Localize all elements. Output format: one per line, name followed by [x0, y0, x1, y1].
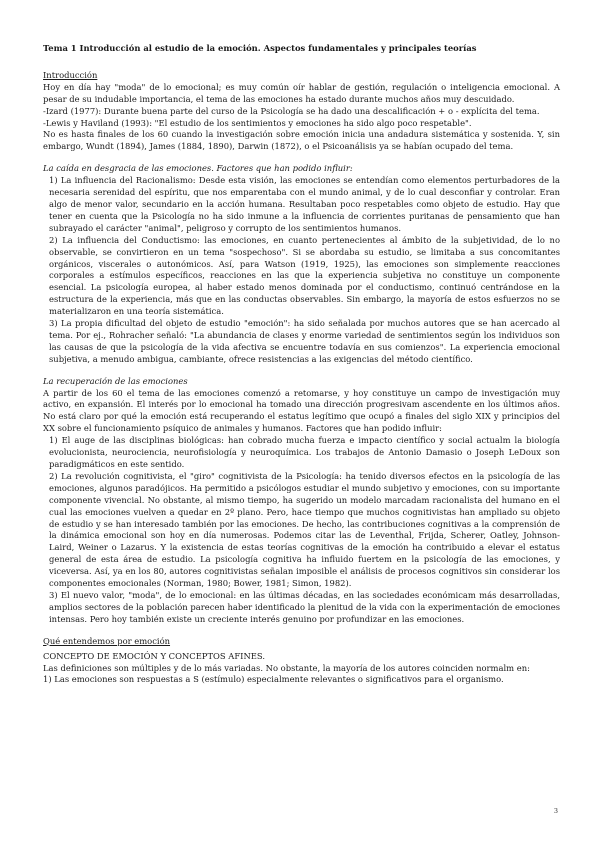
section-gap: [43, 626, 560, 636]
what-heading: Qué entendemos por emoción: [43, 635, 171, 646]
fall-heading-rest: . Factores que han podido influir:: [211, 163, 353, 174]
fall-item-2: 2) La influencia del Conductismo: las emociones, en cuanto pertenecientes al ámbito de la subjetividad, de lo no observable, se convirtieron en un tema "sospechoso". Si se abordaba su estudio, se limitaba a sus concomitantes orgánicos, viscerales o autonómicos. Así, para Watson (1919, 1925), las emociones son simplemente reacciones corporales a estímulos específicos, reacciones en las que la experiencia subjetiva no constituye un componente esencial. La psicología europea, al haber estado menos dominada por el conductismo, continuó centrándose en la estructura de la experiencia, más que en las conductas observables. Sin embargo, la mayoría de estos esfuerzos no se materializaron en una teoría sistemática.: [49, 234, 560, 317]
recovery-paragraph: A partir de los 60 el tema de las emociones comenzó a retomarse, y hoy constituye un campo de investigación muy activo, en expansión. El interés por lo emocional ha tomado una dirección progresivam ascendente en los últimos años. No está claro por qué la emoción está recuperando el estatus legítimo que ocupó a finales del siglo XIX y principios del XX sobre el funcionamiento psíquico de animales y humanos. Factores que han podido influir:: [43, 387, 560, 434]
recovery-item-2: 2) La revolución cognitivista, el "giro" cognitivista de la Psicología: ha tenido diversos efectos en la psicología de las emociones, algunos paradójicos. Ha permitido a psicólogos estudiar el mundo subjetivo y emociones, con su importante componente vivencial. No obstante, al mismo tiempo, ha sugerido un modelo marcadam racionalista del humano en el cual las emociones vuelven a quedar en 2º plano. Pero, hace tiempo que muchos cognitivistas han ampliado su objeto de estudio y se han interesado también por las emociones. De hecho, las contribuciones cognitivas a la comprensión de la dinámica emocional son hoy en día numerosas. Podemos citar las de Leventhal, Frijda, Scherer, Oatley, Johnson-Laird, Weiner o Lazarus. Y la existencia de estas teorías cognitivas de la emoción ha contribuido a elevar el estatus general de esta área de estudio. La psicología cognitiva ha influido fuertem en la psicología de las emociones, y viceversa. Así, ya en los 80, autores cognitivistas señalan imposible el análisis de procesos cognitivos sin considerar los componentes emocionales (Norman, 1980; Bower, 1981; Simon, 1982).: [49, 470, 560, 589]
recovery-heading: La recuperación de las emociones: [43, 375, 188, 386]
intro-paragraph-2: -Izard (1977): Durante buena parte del curso de la Psicología se ha dado una descalificación + o - explícita del tema.: [43, 105, 540, 116]
page-number: 3: [553, 807, 558, 815]
recovery-item-3: 3) El nuevo valor, "moda", de lo emocional: en las últimas décadas, en las sociedades económicam más desarrolladas, amplios sectores de la población parecen haber identificado la plenitud de la vida con la experimentación de emociones intensas. Pero hoy también existe un creciente interés genuino por profundizar en las emociones.: [49, 589, 560, 624]
fall-item-3: 3) La propia dificultad del objeto de estudio "emoción": ha sido señalada por muchos autores que se han acercado al tema. Por ej., Rohracher señaló: "La abundancia de clases y enorme variedad de sentimientos según los individuos son las causas de que la psicología de la vida afectiva se encuentre todavía en sus comienzos". La experiencia emocional subjetiva, a menudo ambigua, cambiante, ofrece resistencias a las exigencias del método científico.: [49, 318, 560, 364]
concept-subheading: CONCEPTO DE EMOCIÓN Y CONCEPTOS AFINES.: [43, 650, 266, 661]
what-item-1: 1) Las emociones son respuestas a S (estímulo) especialmente relevantes o significativos para el organismo.: [43, 674, 504, 685]
intro-paragraph-3: -Lewis y Haviland (1993): "El estudio de los sentimientos y emociones ha sido algo poco respetable".: [43, 117, 472, 128]
fall-item-1: 1) La influencia del Racionalismo: Desde esta visión, las emociones se entendían como elementos perturbadores de la necesaria serenidad del espíritu, que nos emparentaba con el mundo animal, y de lo cual desconfiar y controlar. Eran algo de menor valor, secundario en la acción humana. Resultaban poco respetables como objeto de estudio. Hay que tener en cuenta que la Psicología no ha sido inmune a la influencia de corrientes puritanas de pensamiento que han subrayado el carácter "animal", peligroso y corrupto de los sentimientos humanos.: [49, 175, 560, 233]
fall-heading-italic: La caída en desgracia de las emociones: [43, 163, 212, 174]
page-title: Tema 1 Introducción al estudio de la emoción. Aspectos fundamentales y principales teorías: [43, 43, 477, 53]
intro-paragraph-1: Hoy en día hay "moda" de lo emocional; es muy común oír hablar de gestión, regulación o inteligencia emocional. A pesar de su indudable importancia, el tema de las emociones ha estado durante muchos años muy descuidado.: [43, 81, 560, 104]
recovery-item-1: 1) El auge de las disciplinas biológicas: han cobrado mucha fuerza e impacto científico y social actualm la biología evolucionista, neurociencia, neurofisiología y neuroquímica. Los trabajos de Antonio Damasio o Joseph LeDoux son paradigmáticos en este sentido.: [49, 435, 560, 469]
fall-heading: [43, 163, 560, 175]
what-paragraph: Las definiciones son múltiples y de lo más variadas. No obstante, la mayoría de los autores coinciden normalm en:: [43, 662, 530, 673]
document-page: [43, 43, 560, 686]
intro-heading: Introducción: [43, 69, 98, 80]
intro-paragraph-4: No es hasta finales de los 60 cuando la investigación sobre emoción inicia una andadura sistemática y sostenida. Y, sin embargo, Wundt (1894), James (1884, 1890), Darwin (1872), o el Psicoanálisis ya se habían ocupado del tema.: [43, 129, 560, 152]
